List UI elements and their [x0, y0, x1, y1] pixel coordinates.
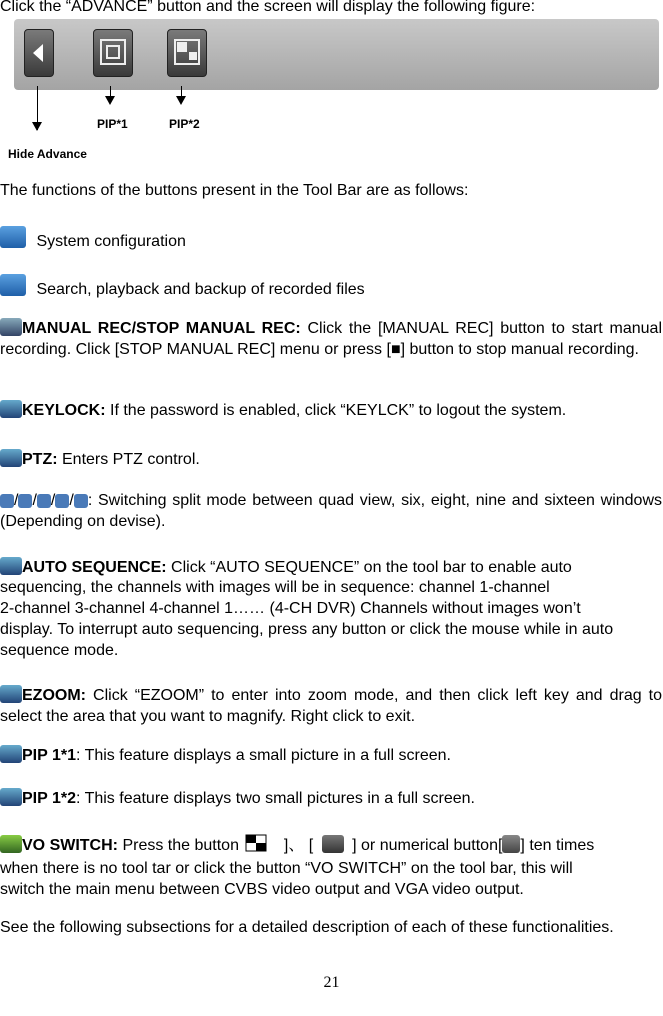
ptz-title: PTZ:: [22, 451, 58, 468]
left-arrow-icon: [25, 30, 53, 76]
ptz-text: Enters PTZ control.: [57, 451, 200, 468]
auto-line-5: sequence mode.: [0, 642, 119, 659]
pip1-callout-arrow: [105, 96, 115, 105]
hide-advance-label: Hide Advance: [8, 147, 87, 161]
split-button-icon: [245, 834, 267, 858]
vo-text-b: ]、 [: [283, 837, 314, 854]
ezoom-title: EZOOM:: [22, 687, 86, 704]
gear-icon: [0, 226, 26, 248]
eight-view-icon: [37, 494, 51, 508]
manual-text: Click the [MANUAL REC] button to start manual recording. Click [STOP MANUAL REC] menu or press [■] button to stop manual recording.: [0, 320, 663, 358]
pip1-small-icon: [0, 745, 22, 763]
manual-title: MANUAL REC/STOP MANUAL REC:: [22, 320, 301, 337]
record-icon: [0, 318, 22, 336]
pip2-text: : This feature displays two small pictures in a full screen.: [75, 790, 475, 807]
vo-title: VO SWITCH:: [22, 837, 118, 854]
six-view-icon: [18, 494, 32, 508]
sixteen-view-icon: [74, 494, 88, 508]
item-auto-sequence: [0, 557, 572, 578]
auto-title: AUTO SEQUENCE:: [22, 559, 167, 576]
nine-view-icon: [55, 494, 69, 508]
closing-text: See the following subsections for a detailed description of each of these functionalities.: [0, 919, 614, 936]
pip2-label: PIP*2: [169, 117, 200, 131]
item-ptz: [0, 449, 200, 470]
vo-text-a: Press the button: [118, 837, 239, 854]
keylock-text: If the password is enabled, click “KEYLCK” to logout the system.: [105, 402, 567, 419]
system-text: System configuration: [36, 233, 186, 250]
auto-line-4: display. To interrupt auto sequencing, press any button or click the mouse while in auto: [0, 621, 614, 638]
lock-icon: [0, 400, 22, 418]
item-manual-rec: [0, 318, 662, 360]
hide-callout-arrow: [32, 122, 42, 131]
item-pip2: [0, 788, 475, 809]
hide-advance-button: [24, 29, 54, 77]
pip1-text: : This feature displays a small picture in a full screen.: [75, 747, 451, 764]
pip2-icon: [168, 30, 206, 76]
vo-switch-icon: [0, 835, 22, 853]
numeric-button-icon: [502, 835, 520, 853]
search-text: Search, playback and backup of recorded files: [36, 281, 365, 298]
pip1-label: PIP*1: [97, 117, 128, 131]
vo-text-c: ] or numerical button[: [352, 837, 503, 854]
ptz-icon: [0, 449, 22, 467]
pip2-callout-arrow: [176, 96, 186, 105]
page-number: 21: [323, 974, 340, 991]
pip2-title: PIP 1*2: [22, 790, 76, 807]
item-vo-switch: [0, 834, 594, 858]
vo-line-2: when there is no tool tar or click the button “VO SWITCH” on the tool bar, this will: [0, 860, 573, 877]
ezoom-text: Click “EZOOM” to enter into zoom mode, and then click left key and drag to select the area that you want to magnify. Right click to exit.: [0, 687, 662, 725]
split-text: : Switching split mode between quad view, six, eight, nine and sixteen windows (Depending on devise).: [0, 492, 662, 530]
quad-view-icon: [0, 494, 14, 508]
item-pip1: [0, 745, 451, 766]
item-search: [0, 274, 365, 300]
auto-line-1: Click “AUTO SEQUENCE” on the tool bar to enable auto: [166, 559, 572, 576]
auto-line-2: sequencing, the channels with images will be in sequence: channel 1-channel: [0, 579, 550, 596]
keylock-title: KEYLOCK:: [22, 402, 106, 419]
vo-line-3: switch the main menu between CVBS video output and VGA video output.: [0, 881, 524, 898]
zoom-icon: [0, 685, 22, 703]
pip2-small-icon: [0, 788, 22, 806]
vo-text-d: ] ten times: [520, 837, 595, 854]
item-split-mode: / / / / : Switching split mode between quad view, six, eight, nine and sixteen windows (Depending on devise).: [0, 492, 662, 530]
auto-sequence-icon: [0, 557, 22, 575]
item-system: [0, 226, 186, 252]
intro-text: Click the “ADVANCE” button and the screen will display the following figure:: [0, 0, 536, 15]
auto-line-3: 2-channel 3-channel 4-channel 1…… (4-CH DVR) Channels without images won’t: [0, 600, 581, 617]
stop-button-icon: [322, 835, 344, 853]
advance-toolbar-figure: [14, 19, 659, 90]
item-keylock: [0, 400, 566, 421]
play-icon: [0, 274, 26, 296]
pip1-icon: [94, 30, 132, 76]
toolbar-intro: The functions of the buttons present in the Tool Bar are as follows:: [0, 182, 469, 199]
item-ezoom: [0, 685, 662, 727]
pip1-title: PIP 1*1: [22, 747, 76, 764]
pip2-button: [167, 29, 207, 77]
pip1-button: [93, 29, 133, 77]
